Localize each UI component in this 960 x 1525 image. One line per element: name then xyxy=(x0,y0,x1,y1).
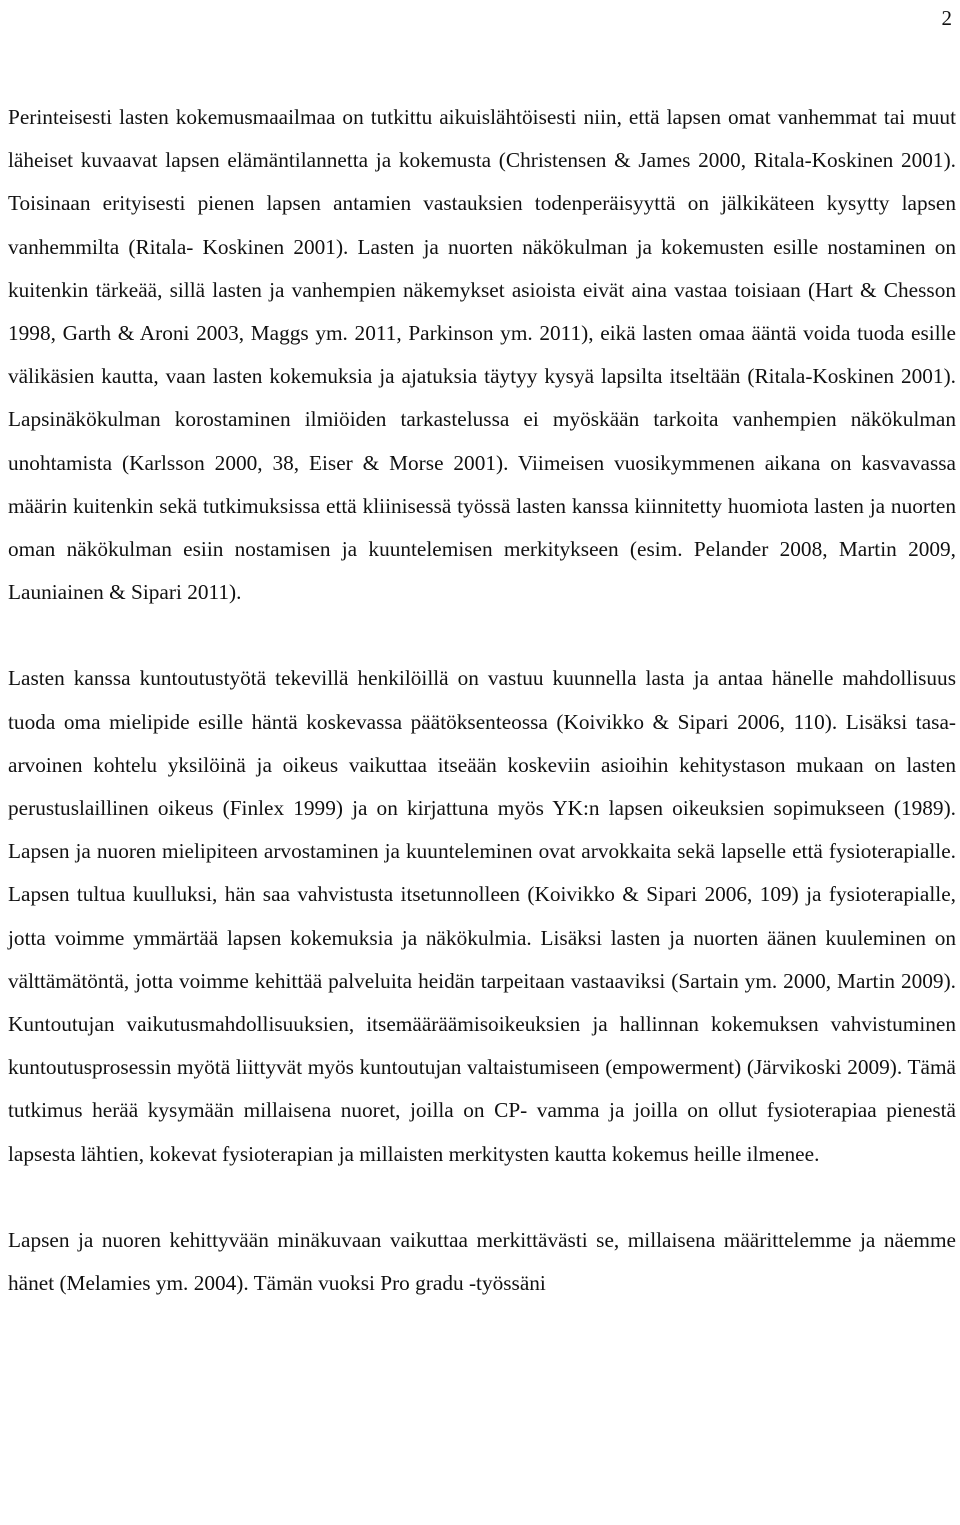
paragraph-1: Perinteisesti lasten kokemusmaailmaa on tutkittu aikuislähtöisesti niin, että lapsen omat vanhemmat tai muut läheiset kuvaavat lapsen elämäntilannetta ja kokemusta (Christensen & James 2000, Ritala-Koskinen 2001). Toisinaan erityisesti pienen lapsen antamien vastauksien todenperäisyyttä on jälkikäteen kysytty lapsen vanhemmilta (Ritala- Koskinen 2001). Lasten ja nuorten näkökulman ja kokemusten esille nostaminen on kuitenkin tärkeää, sillä lasten ja vanhempien näkemykset asioista eivät aina vastaa toisiaan (Hart & Chesson 1998, Garth & Aroni 2003, Maggs ym. 2011, Parkinson ym. 2011), eikä lasten omaa ääntä voida tuoda esille välikäsien kautta, vaan lasten kokemuksia ja ajatuksia täytyy kysyä lapsilta itseltään (Ritala-Koskinen 2001). Lapsinäkökulman korostaminen ilmiöiden tarkastelussa ei myöskään tarkoita vanhempien näkökulman unohtamista (Karlsson 2000, 38, Eiser & Morse 2001). Viimeisen vuosikymmenen aikana on kasvavassa määrin kuitenkin sekä tutkimuksissa että kliinisessä työssä lasten kanssa kiinnitetty huomiota lasten ja nuorten oman näkökulman esiin nostamisen ja kuuntelemisen merkitykseen (esim. Pelander 2008, Martin 2009, Launiainen & Sipari 2011). xyxy=(8,105,956,605)
page-number: 2 xyxy=(941,6,952,30)
document-body xyxy=(8,96,956,1305)
paragraph-3: Lapsen ja nuoren kehittyvään minäkuvaan vaikuttaa merkittävästi se, millaisena määrittelemme ja näemme hänet (Melamies ym. 2004). Tämän vuoksi Pro gradu -työssäni xyxy=(8,1227,956,1296)
paragraph-2: Lasten kanssa kuntoutustyötä tekevillä henkilöillä on vastuu kuunnella lasta ja antaa hänelle mahdollisuus tuoda oma mielipide esille häntä koskevassa päätöksenteossa (Koivikko & Sipari 2006, 110). Lisäksi tasa-arvoinen kohtelu yksilöinä ja oikeus vaikuttaa itseään koskeviin asioihin kehitystason mukaan on lasten perustuslaillinen oikeus (Finlex 1999) ja on kirjattuna myös YK:n lapsen oikeuksien sopimukseen (1989). Lapsen ja nuoren mielipiteen arvostaminen ja kuunteleminen ovat arvokkaita sekä lapselle että fysioterapialle. Lapsen tultua kuulluksi, hän saa vahvistusta itsetunnolleen (Koivikko & Sipari 2006, 109) ja fysioterapialle, jotta voimme ymmärtää lapsen kokemuksia ja näkökulmia. Lisäksi lasten ja nuorten äänen kuuleminen on välttämätöntä, jotta voimme kehittää palveluita heidän tarpeitaan vastaaviksi (Sartain ym. 2000, Martin 2009). Kuntoutujan vaikutusmahdollisuuksien, itsemääräämisoikeuksien ja hallinnan kokemuksen vahvistuminen kuntoutusprosessin myötä liittyvät myös kuntoutujan valtaistumiseen (empowerment) (Järvikoski 2009). Tämä tutkimus herää kysymään millaisena nuoret, joilla on CP- vamma ja joilla on ollut fysioterapiaa pienestä lapsesta lähtien, kokevat fysioterapian ja millaisten merkitysten kautta kokemus heille ilmenee. xyxy=(8,666,956,1166)
